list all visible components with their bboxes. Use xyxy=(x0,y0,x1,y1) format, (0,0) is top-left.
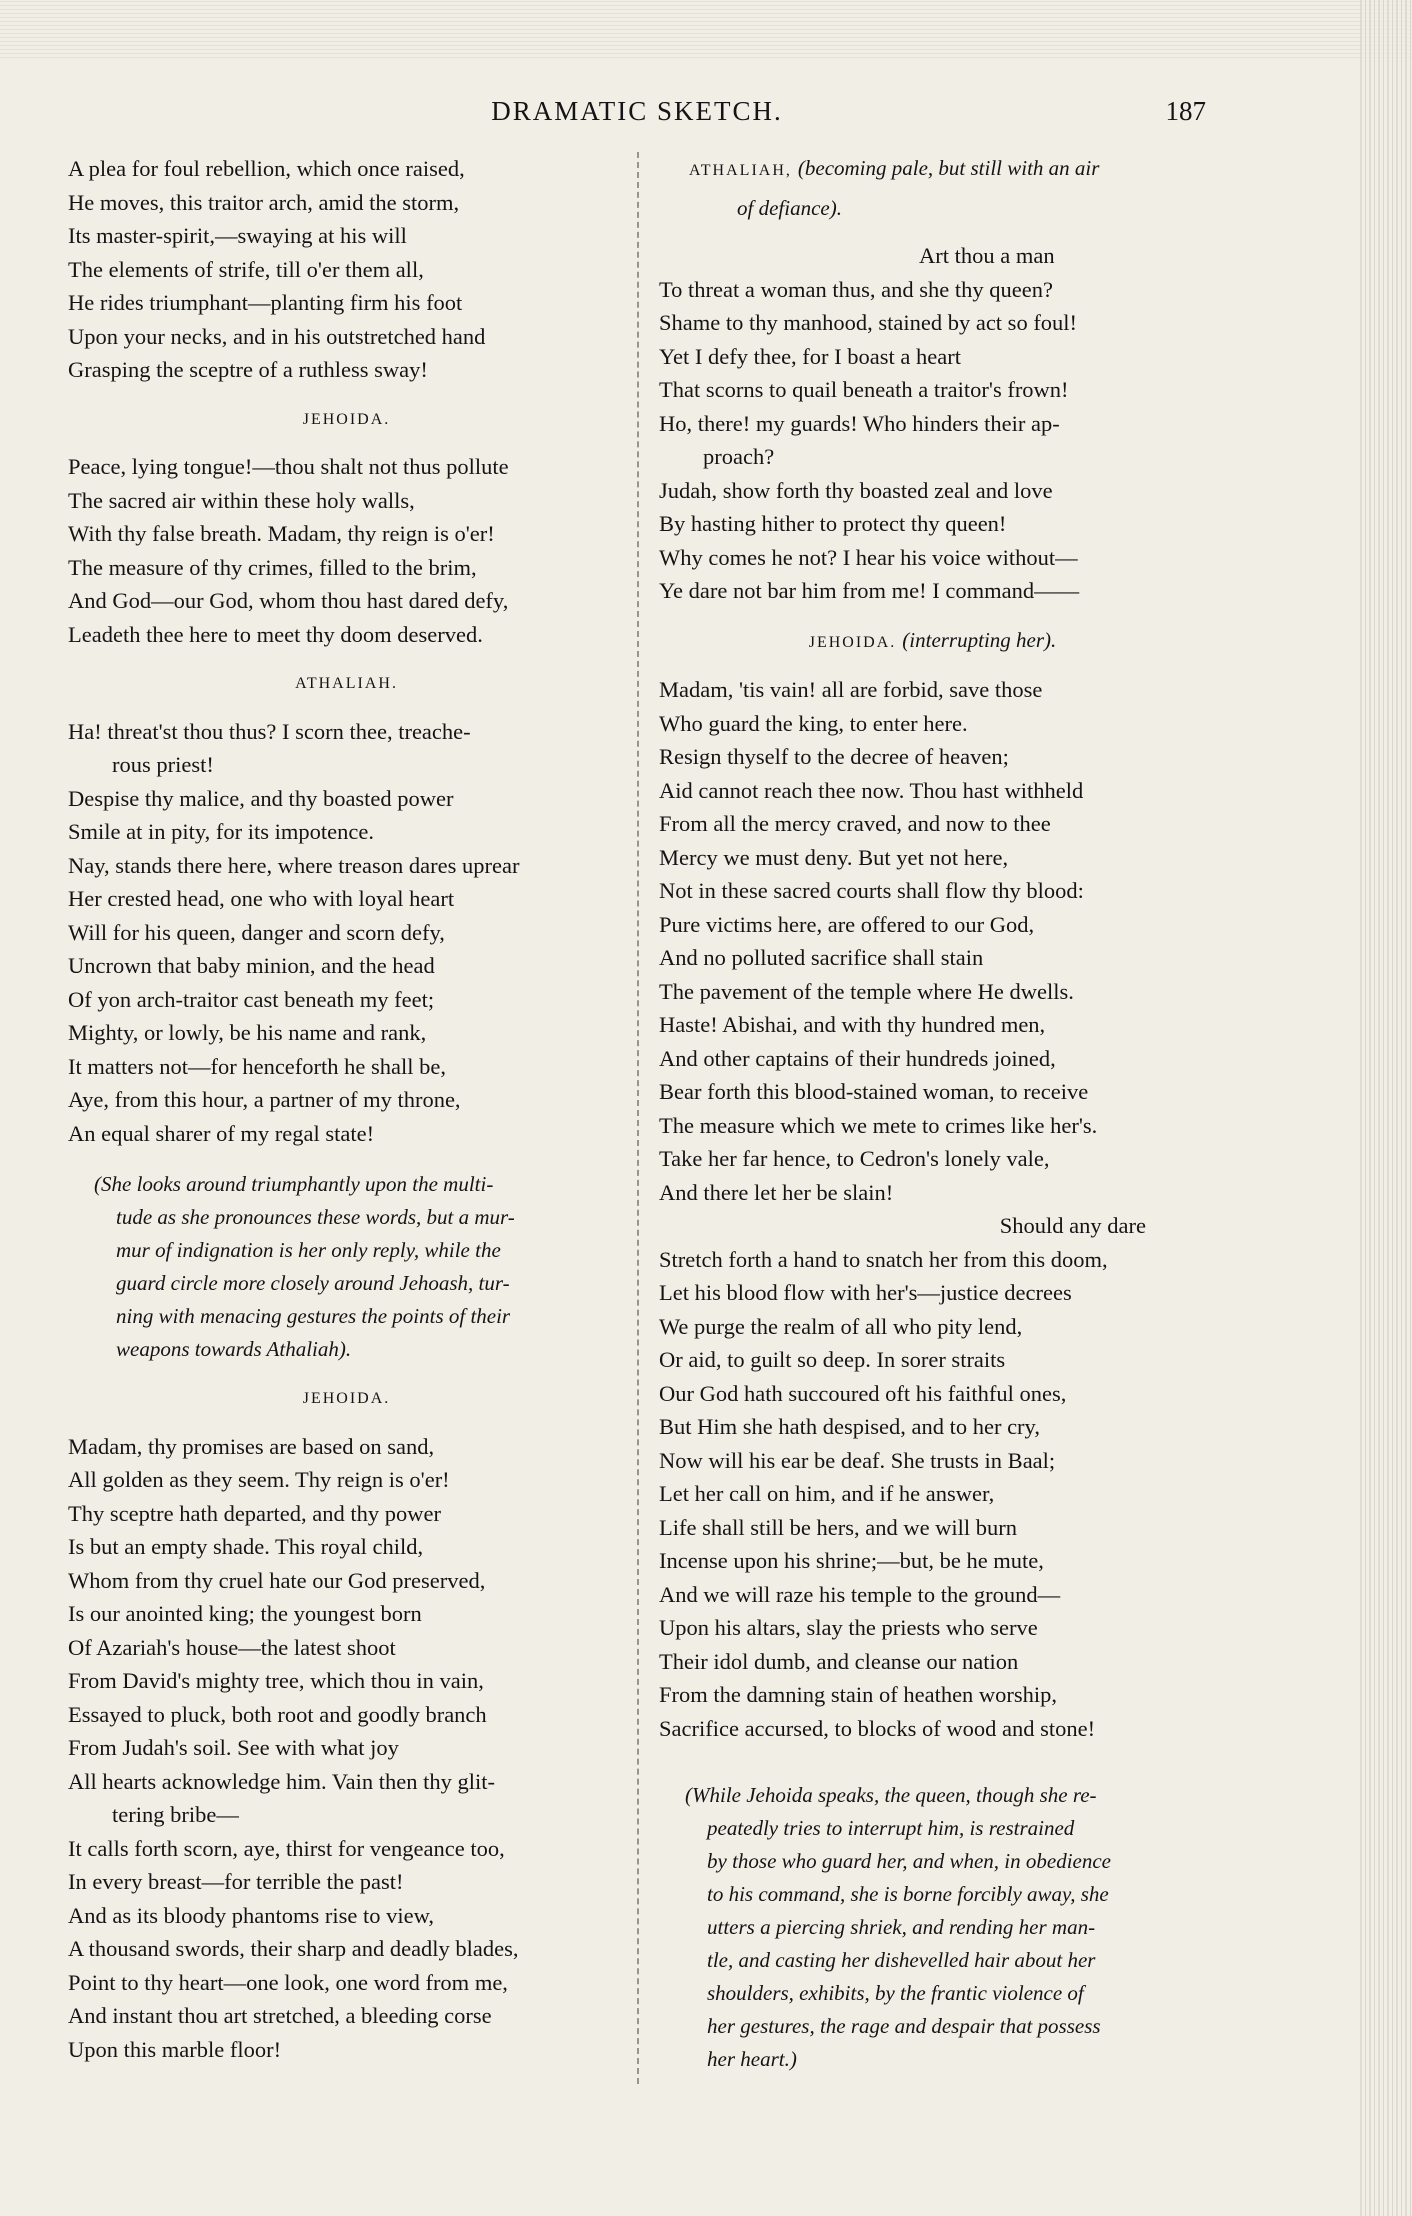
verse-line: Haste! Abishai, and with thy hundred men, xyxy=(659,1012,1046,1037)
verse-line-continuation: tering bribe— xyxy=(112,1802,239,1827)
verse-line: Is but an empty shade. This royal child, xyxy=(68,1534,424,1559)
verse-line: And instant thou art stretched, a bleeding corse xyxy=(68,2003,492,2028)
scan-noise-top xyxy=(0,0,1412,58)
right-column xyxy=(637,152,1206,2084)
verse-line: Bear forth this blood-stained woman, to receive xyxy=(659,1079,1089,1104)
speaker-heading: ATHALIAH. xyxy=(295,675,398,692)
verse-line: Will for his queen, danger and scorn defy, xyxy=(68,919,445,945)
verse-line: Why comes he not? I hear his voice without— xyxy=(659,544,1078,570)
stage-line: to his command, she is borne forcibly away, she xyxy=(707,1882,1109,1906)
verse-line: From David's mighty tree, which thou in vain, xyxy=(68,1668,484,1693)
verse-line: Nay, stands there here, where treason dares uprear xyxy=(68,852,520,878)
stage-line: tude as she pronounces these words, but a mur- xyxy=(116,1205,515,1229)
verse-line: He rides triumphant—planting firm his foot xyxy=(68,290,463,315)
speaker-name: ATHALIAH, xyxy=(689,162,792,179)
page-header xyxy=(68,96,1206,138)
speech-block xyxy=(659,673,1206,1745)
verse-line: Of yon arch-traitor cast beneath my feet; xyxy=(68,986,435,1012)
stage-line: (While Jehoida speaks, the queen, though she re- xyxy=(685,1783,1097,1807)
running-head: DRAMATIC SKETCH. xyxy=(491,96,783,126)
verse-line: Let her call on him, and if he answer, xyxy=(659,1481,995,1506)
verse-line: In every breast—for terrible the past! xyxy=(68,1869,404,1894)
stage-line: ning with menacing gestures the points of their xyxy=(116,1304,511,1328)
verse-line: Or aid, to guilt so deep. In sorer straits xyxy=(659,1347,1006,1372)
stage-line: utters a piercing shriek, and rending her man- xyxy=(707,1915,1096,1939)
speech-block xyxy=(68,450,625,651)
verse-line: Now will his ear be deaf. She trusts in Baal; xyxy=(659,1447,1056,1473)
verse-line: Ha! threat'st thou thus? I scorn thee, treache- xyxy=(68,718,471,744)
verse-line: Grasping the sceptre of a ruthless sway! xyxy=(68,357,428,382)
speaker-heading: JEHOIDA. xyxy=(302,1390,391,1407)
verse-line: Life shall still be hers, and we will burn xyxy=(659,1514,1018,1540)
verse-line: That scorns to quail beneath a traitor's frown! xyxy=(659,377,1069,402)
verse-line: Mercy we must deny. But yet not here, xyxy=(659,844,1009,870)
verse-line: To threat a woman thus, and she thy queen? xyxy=(659,276,1053,302)
stage-line: tle, and casting her dishevelled hair about her xyxy=(707,1948,1096,1972)
stage-line: by those who guard her, and when, in obedience xyxy=(707,1849,1111,1873)
verse-line: A plea for foul rebellion, which once raised, xyxy=(68,156,465,181)
verse-line: And other captains of their hundreds joined, xyxy=(659,1045,1056,1071)
verse-line: Stretch forth a hand to snatch her from this doom, xyxy=(659,1246,1108,1272)
verse-line: Ho, there! my guards! Who hinders their ap- xyxy=(659,410,1060,436)
page-number: 187 xyxy=(1165,96,1206,126)
verse-line: Shame to thy manhood, stained by act so foul! xyxy=(659,310,1078,335)
speaker-direction-continuation: of defiance). xyxy=(737,195,842,220)
verse-line: All golden as they seem. Thy reign is o'er! xyxy=(68,1467,450,1492)
stage-direction xyxy=(68,1168,625,1366)
text-columns xyxy=(68,152,1206,2084)
stage-direction xyxy=(659,1779,1206,2076)
verse-line: With thy false breath. Madam, thy reign is o'er! xyxy=(68,521,495,546)
speaker-direction: (interrupting her). xyxy=(902,627,1057,652)
speech-block xyxy=(659,239,1206,608)
verse-line: The measure of thy crimes, filled to the brim, xyxy=(68,554,477,580)
verse-line: Aid cannot reach thee now. Thou hast withheld xyxy=(659,777,1084,803)
verse-line: From Judah's soil. See with what joy xyxy=(68,1735,399,1760)
verse-line: Who guard the king, to enter here. xyxy=(659,710,968,736)
verse-line: Thy sceptre hath departed, and thy power xyxy=(68,1500,441,1526)
verse-line: Pure victims here, are offered to our God, xyxy=(659,911,1035,937)
verse-line: Madam, 'tis vain! all are forbid, save those xyxy=(659,677,1043,702)
verse-line: It calls forth scorn, aye, thirst for vengeance too, xyxy=(68,1835,505,1861)
verse-line: He moves, this traitor arch, amid the storm, xyxy=(68,189,460,215)
verse-line: The elements of strife, till o'er them all, xyxy=(68,256,424,282)
verse-line: Upon your necks, and in his outstretched hand xyxy=(68,323,486,349)
verse-line: Resign thyself to the decree of heaven; xyxy=(659,744,1009,769)
verse-line: Its master-spirit,—swaying at his will xyxy=(68,223,407,248)
scan-noise-gutter xyxy=(1360,0,1412,2216)
verse-line: And there let her be slain! xyxy=(659,1179,894,1205)
verse-line: Whom from thy cruel hate our God preserved, xyxy=(68,1567,486,1593)
verse-line: Point to thy heart—one look, one word from me, xyxy=(68,1969,508,1995)
verse-line: And God—our God, whom thou hast dared defy, xyxy=(68,588,509,613)
verse-line: All hearts acknowledge him. Vain then thy glit- xyxy=(68,1768,495,1794)
stage-line: (She looks around triumphantly upon the multi- xyxy=(94,1172,494,1196)
verse-line: We purge the realm of all who pity lend, xyxy=(659,1313,1023,1339)
verse-line: And we will raze his temple to the ground— xyxy=(659,1581,1061,1607)
verse-line: A thousand swords, their sharp and deadly blades, xyxy=(68,1936,519,1961)
verse-line: Let his blood flow with her's—justice decrees xyxy=(659,1280,1072,1305)
verse-line: The sacred air within these holy walls, xyxy=(68,487,415,513)
verse-line: Should any dare xyxy=(999,1213,1146,1238)
speaker-heading: JEHOIDA. xyxy=(302,410,391,428)
verse-line: Their idol dumb, and cleanse our nation xyxy=(659,1648,1019,1674)
verse-line: And no polluted sacrifice shall stain xyxy=(659,945,984,970)
left-column xyxy=(68,152,637,2084)
verse-line: Mighty, or lowly, be his name and rank, xyxy=(68,1020,427,1045)
stage-line: shoulders, exhibits, by the frantic violence of xyxy=(707,1981,1084,2005)
stage-line: mur of indignation is her only reply, while the xyxy=(116,1238,501,1262)
stage-line: her gestures, the rage and despair that possess xyxy=(707,2014,1101,2038)
verse-line: Of Azariah's house—the latest shoot xyxy=(68,1634,396,1660)
verse-line: Upon this marble floor! xyxy=(68,2036,282,2062)
verse-line: Judah, show forth thy boasted zeal and love xyxy=(659,477,1053,503)
verse-line: Despise thy malice, and thy boasted power xyxy=(68,785,454,811)
speaker-direction: (becoming pale, but still with an air xyxy=(797,156,1100,180)
verse-line: The pavement of the temple where He dwells. xyxy=(659,978,1074,1004)
verse-line-continuation: proach? xyxy=(703,444,775,469)
speech-block xyxy=(68,1430,625,2067)
verse-line: Is our anointed king; the youngest born xyxy=(68,1601,422,1626)
verse-line: An equal sharer of my regal state! xyxy=(68,1120,375,1146)
verse-line: The measure which we mete to crimes like her's. xyxy=(659,1112,1098,1138)
verse-line: Madam, thy promises are based on sand, xyxy=(68,1433,435,1459)
speaker-heading xyxy=(659,152,1206,188)
verse-line: But Him she hath despised, and to her cry, xyxy=(659,1414,1040,1439)
verse-line: From all the mercy craved, and now to thee xyxy=(659,811,1051,836)
verse-line: Leadeth thee here to meet thy doom deserved. xyxy=(68,621,483,647)
verse-line: Uncrown that baby minion, and the head xyxy=(68,953,435,978)
speaker-name: JEHOIDA. xyxy=(808,633,897,651)
verse-line: Peace, lying tongue!—thou shalt not thus pollute xyxy=(68,454,509,479)
stage-line: her heart.) xyxy=(707,2047,797,2071)
verse-line: Ye dare not bar him from me! I command—— xyxy=(659,578,1080,603)
verse-line: Smile at in pity, for its impotence. xyxy=(68,819,374,844)
speaker-heading xyxy=(659,624,1206,660)
stage-line: peatedly tries to interrupt him, is restrained xyxy=(707,1816,1075,1840)
verse-line: From the damning stain of heathen worship, xyxy=(659,1682,1058,1707)
stage-line: weapons towards Athaliah). xyxy=(116,1337,352,1361)
verse-line: Yet I defy thee, for I boast a heart xyxy=(659,343,961,369)
verse-line: Her crested head, one who with loyal heart xyxy=(68,886,455,911)
verse-line: Aye, from this hour, a partner of my throne, xyxy=(68,1087,461,1112)
verse-line-continuation: rous priest! xyxy=(112,752,214,777)
opening-verse xyxy=(68,152,625,387)
stage-line: guard circle more closely around Jehoash, tur- xyxy=(116,1271,510,1295)
verse-line: Art thou a man xyxy=(919,243,1055,268)
verse-line: Sacrifice accursed, to blocks of wood and stone! xyxy=(659,1715,1096,1741)
verse-line: Upon his altars, slay the priests who serve xyxy=(659,1615,1038,1640)
verse-line: Our God hath succoured oft his faithful ones, xyxy=(659,1380,1067,1406)
speech-block xyxy=(68,715,625,1151)
verse-line: By hasting hither to protect thy queen! xyxy=(659,511,1007,536)
verse-line: Essayed to pluck, both root and goodly branch xyxy=(68,1701,487,1727)
verse-line: Incense upon his shrine;—but, be he mute, xyxy=(659,1548,1044,1573)
verse-line: It matters not—for henceforth he shall be, xyxy=(68,1053,446,1079)
verse-line: Not in these sacred courts shall flow thy blood: xyxy=(659,878,1084,903)
verse-line: Take her far hence, to Cedron's lonely vale, xyxy=(659,1146,1050,1171)
verse-line: And as its bloody phantoms rise to view, xyxy=(68,1902,435,1928)
